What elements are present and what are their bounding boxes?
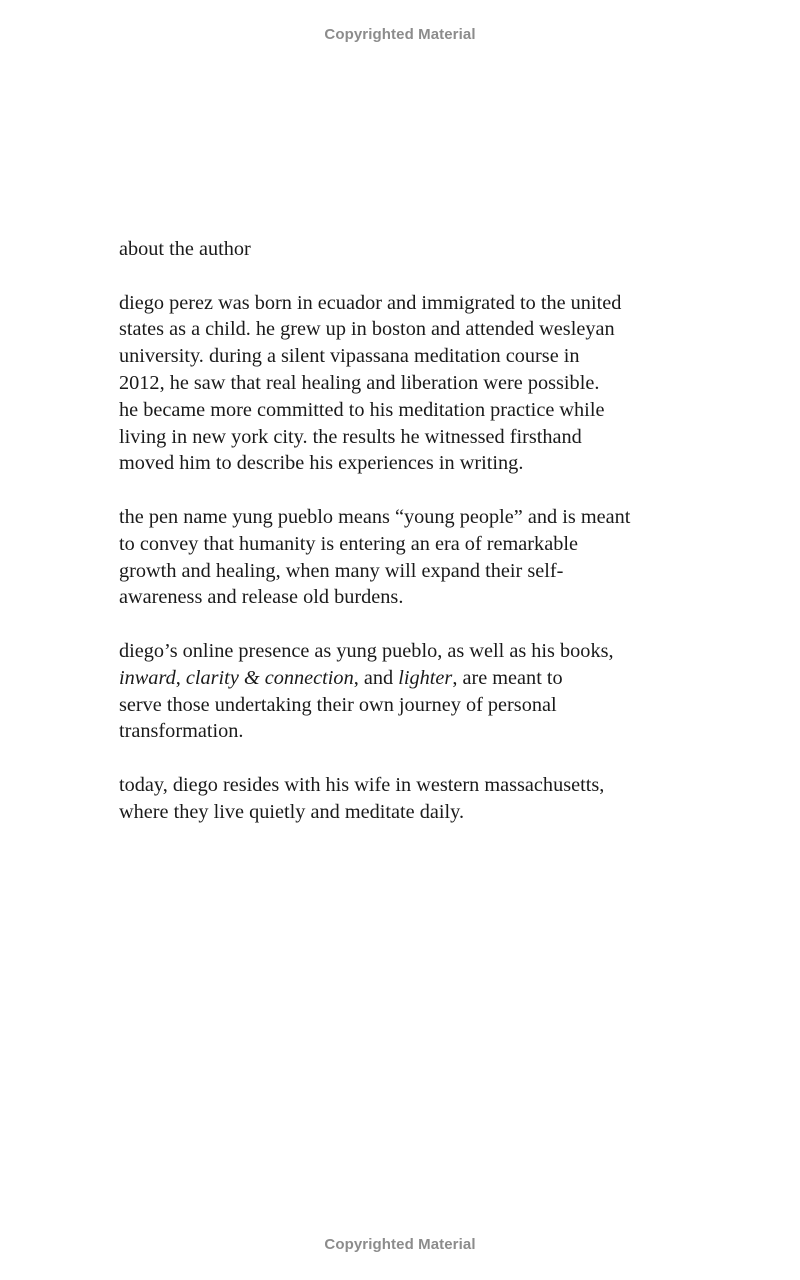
text-line: living in new york city. the results he witnessed firsthand [119,425,582,448]
text-line: today, diego resides with his wife in western massachusetts, [119,773,605,796]
text-line: growth and healing, when many will expand their self- [119,559,564,582]
book-title-lighter: lighter [398,666,453,689]
separator: , and [353,666,399,689]
copyright-watermark-top: Copyrighted Material [324,26,476,43]
bio-paragraph-3 [119,638,689,745]
text-line: where they live quietly and meditate daily. [119,800,465,823]
text-line: diego perez was born in ecuador and immigrated to the united [119,291,622,314]
copyright-watermark-bottom: Copyrighted Material [324,1236,476,1253]
text-line: serve those undertaking their own journey of personal [119,693,557,716]
page-body [119,236,689,852]
book-title-inward: inward [119,666,176,689]
text-line: university. during a silent vipassana meditation course in [119,345,580,368]
text-line: transformation. [119,720,244,743]
text-line: the pen name yung pueblo means “young people” and is meant [119,505,631,528]
heading-text: about the author [119,238,251,260]
text-line: states as a child. he grew up in boston and attended wesleyan [119,318,615,341]
text-line: awareness and release old burdens. [119,586,404,609]
bio-paragraph-2 [119,504,689,611]
text-line: to convey that humanity is entering an era of remarkable [119,532,578,555]
text-line: 2012, he saw that real healing and liberation were possible. [119,371,600,394]
section-heading [119,236,689,263]
text-line: diego’s online presence as yung pueblo, as well as his books, [119,639,614,662]
line-tail: , are meant to [452,666,563,689]
text-line: he became more committed to his meditation practice while [119,398,605,421]
book-title-clarity-connection: clarity & connection [185,666,354,689]
bio-paragraph-1 [119,290,689,478]
separator: , [175,666,186,689]
book-titles-line [119,665,689,692]
bio-paragraph-4 [119,772,689,826]
text-line: moved him to describe his experiences in writing. [119,452,524,475]
